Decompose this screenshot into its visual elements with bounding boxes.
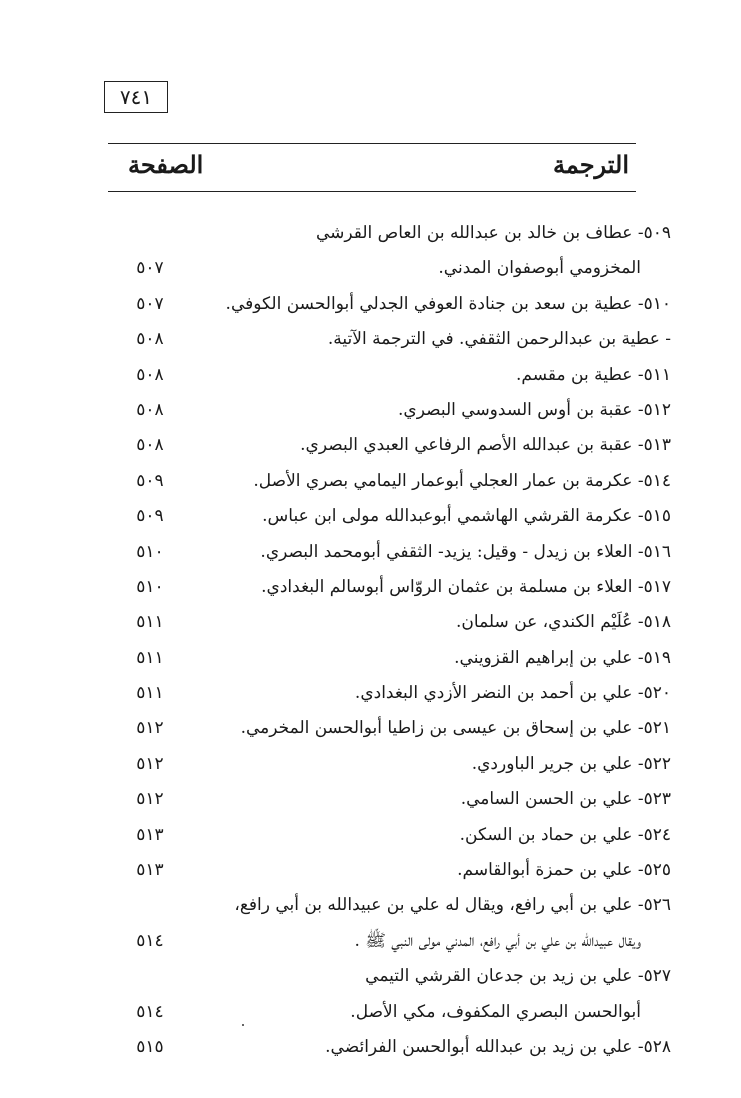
entry-page: ٥٠٨ xyxy=(136,364,164,385)
index-line xyxy=(0,251,741,286)
index-line xyxy=(0,747,741,782)
entry-page: ٥٠٨ xyxy=(136,399,164,420)
entry-page: ٥١١ xyxy=(136,647,164,668)
index-line xyxy=(0,711,741,746)
index-line xyxy=(0,287,741,322)
entry-text: أبوالحسن البصري المكفوف، مكي الأصل. xyxy=(350,1001,641,1022)
entry-text: - عطية بن عبدالرحمن الثقفي. في الترجمة الآتية. xyxy=(327,329,671,350)
entry-page: ٥١١ xyxy=(136,612,164,633)
index-line xyxy=(0,888,741,923)
entry-text: ٥١٨- عُلَيْم الكندي، عن سلمان. xyxy=(456,612,671,633)
index-line xyxy=(0,358,741,393)
entry-page: ٥١١ xyxy=(136,683,164,704)
entry-text: ٥٢٧- علي بن زيد بن جدعان القرشي التيمي xyxy=(365,966,671,987)
index-line xyxy=(0,535,741,570)
entry-text: ٥٢٣- علي بن الحسن السامي. xyxy=(460,789,671,810)
entry-page: ٥٠٨ xyxy=(136,435,164,456)
index-line xyxy=(0,641,741,676)
index-list xyxy=(0,216,741,1065)
index-line xyxy=(0,570,741,605)
entry-text: ٥٢١- علي بن إسحاق بن عيسى بن زاطيا أبوالحسن المخرمي. xyxy=(240,718,671,739)
index-line xyxy=(0,499,741,534)
entry-page: ٥١٤ xyxy=(136,930,164,951)
entry-text: ٥٢٤- علي بن حماد بن السكن. xyxy=(459,824,671,845)
entry-text: ٥٠٩- عطاف بن خالد بن عبدالله بن العاص القرشي xyxy=(315,223,671,243)
entry-page: ٥١٠ xyxy=(136,541,164,562)
entry-page: ٥١٢ xyxy=(136,718,164,739)
entry-text: ٥١١- عطية بن مقسم. xyxy=(516,364,671,385)
top-rule xyxy=(108,143,636,144)
index-line xyxy=(0,393,741,428)
index-line xyxy=(0,322,741,357)
entry-text: ٥١٥- عكرمة القرشي الهاشمي أبوعبدالله مولى ابن عباس. xyxy=(262,506,671,527)
index-line xyxy=(0,1030,741,1065)
entry-page: ٥٠٨ xyxy=(136,329,164,350)
entry-text: ٥١٤- عكرمة بن عمار العجلي أبوعمار اليمامي بصري الأصل. xyxy=(253,470,671,491)
entry-text: ٥٢٦- علي بن أبي رافع، ويقال له علي بن عبيدالله بن أبي رافع، xyxy=(234,895,671,916)
entry-text: المخزومي أبوصفوان المدني. xyxy=(438,258,641,279)
index-line xyxy=(0,216,741,251)
index-line xyxy=(0,782,741,817)
index-line xyxy=(0,995,741,1030)
entry-text: ٥١٠- عطية بن سعد بن جنادة العوفي الجدلي أبوالحسن الكوفي. xyxy=(225,293,671,314)
entry-text: ٥١٣- عقبة بن عبدالله الأصم الرفاعي العبدي البصري. xyxy=(300,435,671,456)
index-line xyxy=(0,924,741,959)
entry-text: ٥١٦- العلاء بن زيدل - وقيل: يزيد- الثقفي أبومحمد البصري. xyxy=(260,541,671,562)
entry-page: ٥٠٧ xyxy=(136,293,164,314)
entry-text: ٥١٧- العلاء بن مسلمة بن عثمان الروّاس أبوسالم البغدادي. xyxy=(261,576,671,597)
header-underline xyxy=(108,191,636,192)
entry-page: ٥٠٩ xyxy=(136,470,164,491)
entry-page: ٥١٣ xyxy=(136,824,164,845)
entry-page: ٥٠٩ xyxy=(136,506,164,527)
entry-page: ٥١٤ xyxy=(136,1001,164,1022)
entry-page: ٥١٢ xyxy=(136,753,164,774)
entry-text: ٥١٢- عقبة بن أوس السدوسي البصري. xyxy=(398,399,671,420)
index-line xyxy=(0,605,741,640)
page-number: ٧٤١ xyxy=(104,81,168,113)
page-column-header: الصفحة xyxy=(128,150,204,179)
entry-page: ٥١٥ xyxy=(136,1036,164,1057)
index-line xyxy=(0,464,741,499)
entry-text: ٥٢٥- علي بن حمزة أبوالقاسم. xyxy=(457,860,671,881)
translation-column-header: الترجمة xyxy=(552,150,629,179)
entry-text: ويقال عبيدالله بن علي بن أبي رافع، المدني مولى النبي ﷺ . xyxy=(354,930,641,951)
index-line xyxy=(0,853,741,888)
entry-text: ٥٢٠- علي بن أحمد بن النضر الأزدي البغدادي. xyxy=(354,683,671,704)
entry-text: ٥٢٨- علي بن زيد بن عبدالله أبوالحسن الفرائضي. xyxy=(325,1036,671,1057)
index-line xyxy=(0,959,741,994)
index-line xyxy=(0,428,741,463)
entry-text: ٥٢٢- علي بن جرير الباوردي. xyxy=(471,753,671,774)
index-line xyxy=(0,676,741,711)
entry-page: ٥١٢ xyxy=(136,789,164,810)
entry-page: ٥٠٧ xyxy=(136,258,164,279)
stray-mark xyxy=(242,1024,244,1026)
entry-page: ٥١٠ xyxy=(136,576,164,597)
index-line xyxy=(0,818,741,853)
entry-text: ٥١٩- علي بن إبراهيم القزويني. xyxy=(454,647,671,668)
entry-page: ٥١٣ xyxy=(136,860,164,881)
